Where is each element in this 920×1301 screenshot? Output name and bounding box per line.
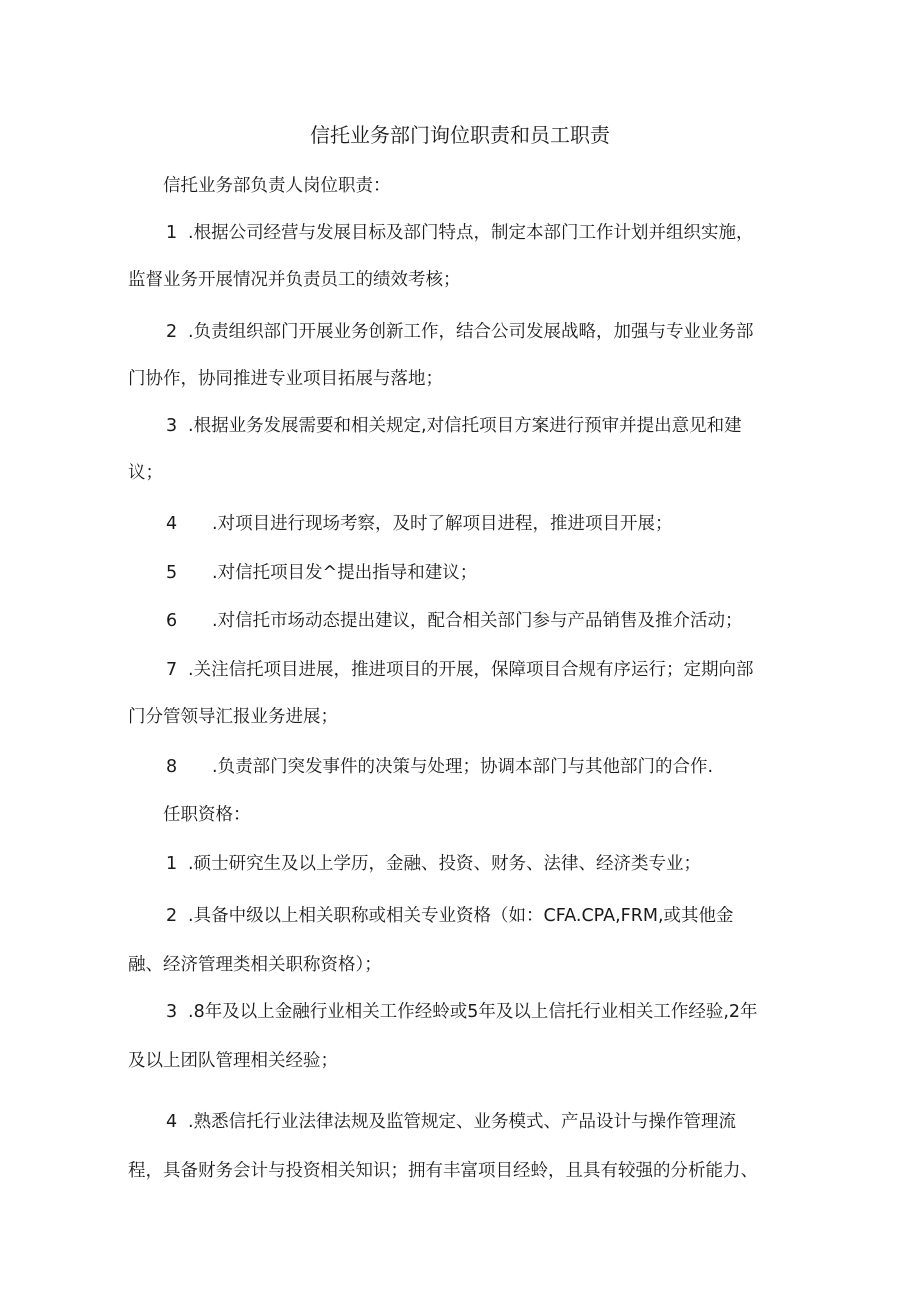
- duty-text: .根据公司经营与发展目标及部门特点，制定本部门工作计划并组织实施，: [188, 223, 754, 243]
- qualification-number: 4: [166, 1112, 178, 1132]
- duty-item-1-continued: 监督业务开展情况并负责员工的绩效考核；: [128, 270, 461, 290]
- duty-item-3-continued: 议；: [128, 463, 163, 483]
- duty-text: .关注信托项目进展，推进项目的开展，保障项目合规有序运行；定期向部: [188, 660, 754, 680]
- duty-number: 1: [166, 223, 178, 243]
- qualification-item-2: [166, 902, 734, 930]
- duty-item-8: [166, 753, 713, 781]
- duty-text: .对信托项目发^提出指导和建议；: [212, 563, 478, 583]
- duty-number: 3: [166, 416, 178, 436]
- qualification-item-4-continued: 程，具备财务会计与投资相关知识；拥有丰富项目经蛉，且具有较强的分析能力、: [128, 1161, 758, 1181]
- duty-number: 8: [166, 757, 178, 777]
- duty-item-7: [166, 656, 754, 684]
- qualification-item-3: [166, 998, 758, 1026]
- qualification-item-1: [166, 850, 701, 878]
- duty-text: .对信托市场动态提出建议，配合相关部门参与产品销售及推介活动；: [212, 611, 743, 631]
- duty-item-2: [166, 318, 754, 346]
- duty-number: 4: [166, 514, 178, 534]
- duty-number: 5: [166, 563, 178, 583]
- duty-item-5: [166, 559, 477, 587]
- duty-item-3: [166, 412, 742, 440]
- qualification-item-4: [166, 1108, 736, 1136]
- page-title: 信托业务部门询位职责和员工职责: [310, 123, 610, 147]
- duty-number: 6: [166, 611, 178, 631]
- qualification-number: 3: [166, 1002, 178, 1022]
- section-heading-duties: 信托业务部负责人岗位职责：: [163, 176, 391, 196]
- qualification-item-2-continued: 融、经济管理类相关职称资格）；: [128, 955, 382, 975]
- section-heading-qualifications: 任职资格：: [163, 805, 251, 825]
- duty-item-6: [166, 607, 743, 635]
- duty-number: 7: [166, 660, 178, 680]
- duty-text: .负责部门突发事件的决策与处理；协调本部门与其他部门的合作.: [212, 757, 714, 777]
- duty-text: .对项目进行现场考察，及时了解项目进程，推进项目开展；: [212, 514, 673, 534]
- duty-item-1: [166, 219, 754, 247]
- duty-text: .根据业务发展需要和相关规定,对信托项目方案进行预审并提出意见和建: [188, 416, 742, 436]
- qualification-text: .8年及以上金融行业相关工作经蛉或5年及以上信托行业相关工作经验,2年: [188, 1002, 758, 1022]
- qualification-item-3-continued: 及以上团队管理相关经验；: [128, 1051, 338, 1071]
- duty-number: 2: [166, 322, 178, 342]
- duty-item-2-continued: 门协作，协同推进专业项目拓展与落地；: [128, 369, 443, 389]
- qualification-number: 2: [166, 906, 178, 926]
- qualification-text: .熟悉信托行业法律法规及监管规定、业务模式、产品设计与操作管理流: [188, 1112, 737, 1132]
- qualification-text: .硕士研究生及以上学历，金融、投资、财务、法律、经济类专业；: [188, 854, 702, 874]
- qualification-text: .具备中级以上相关职称或相关专业资格（如：CFA.CPA,FRM,或其他金: [188, 906, 734, 926]
- duty-item-7-continued: 门分管领导汇报业务进展；: [128, 707, 338, 727]
- qualification-number: 1: [166, 854, 178, 874]
- duty-text: .负责组织部门开展业务创新工作，结合公司发展战略，加强与专业业务部: [188, 322, 754, 342]
- duty-item-4: [166, 510, 673, 538]
